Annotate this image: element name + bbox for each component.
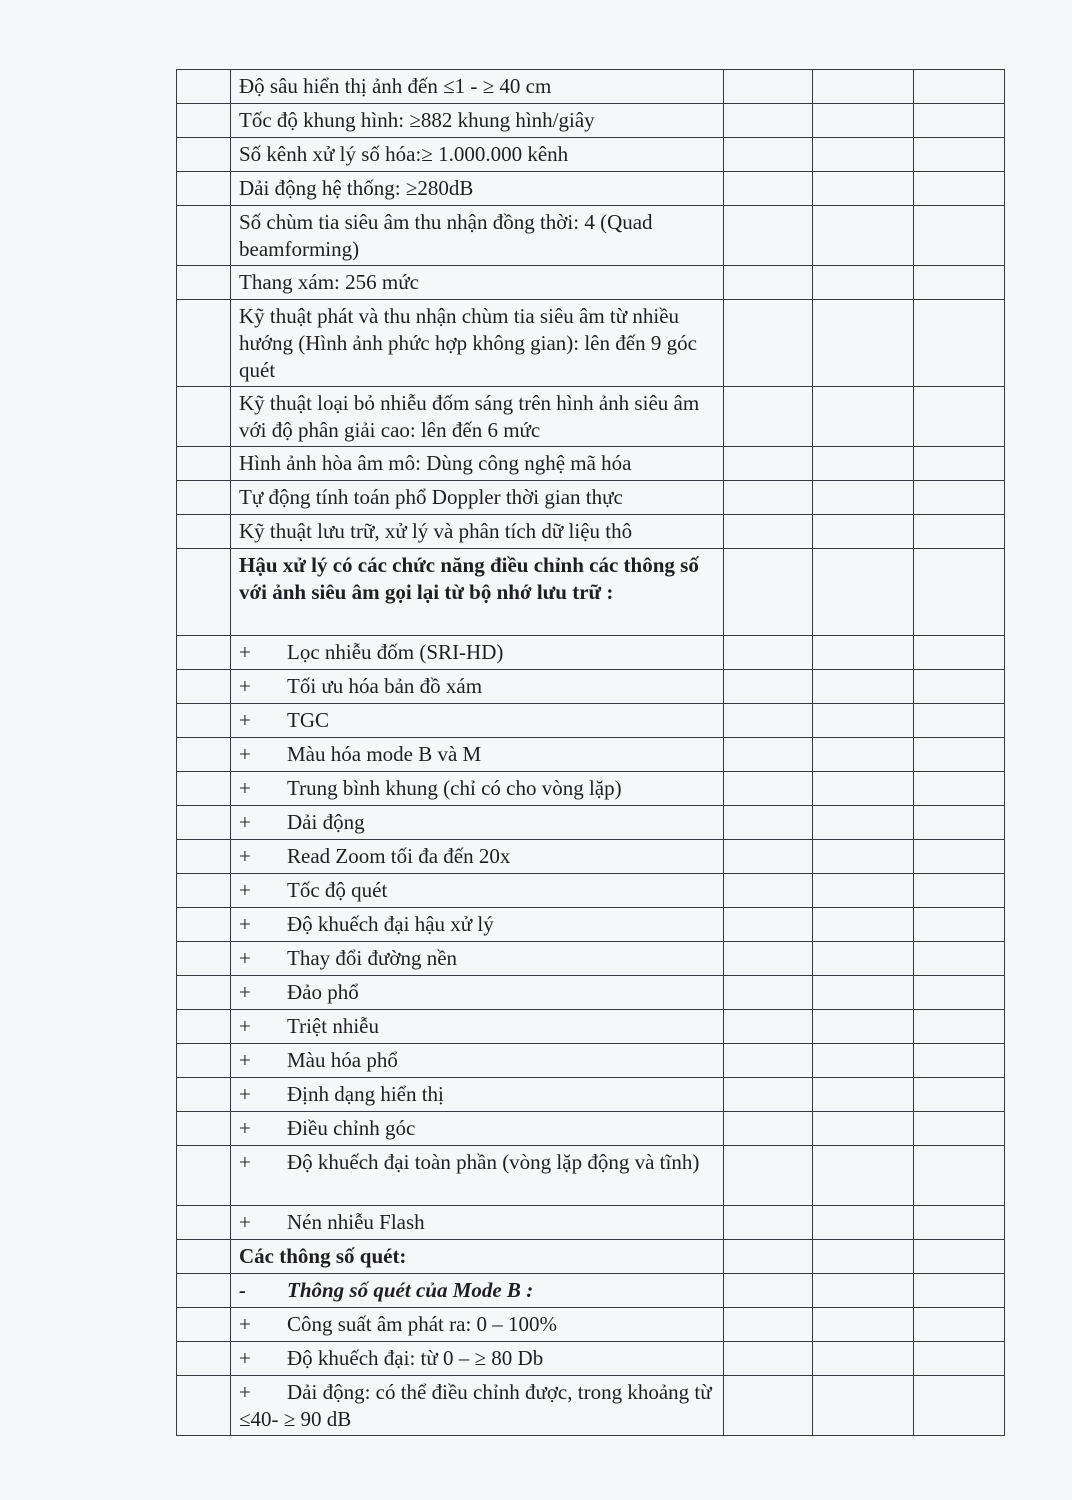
note-cell [914,1044,1005,1078]
note-cell [914,1342,1005,1376]
index-cell [177,976,231,1010]
bullet-marker: + [239,1116,251,1140]
bullet-marker: + [239,878,251,902]
note-cell [914,636,1005,670]
reference-cell [813,447,914,481]
response-cell [724,636,813,670]
spec-cell [231,806,724,840]
index-cell [177,300,231,387]
reference-cell [813,1010,914,1044]
spec-text: Thông số quét của Mode B : [287,1278,534,1302]
index-cell [177,481,231,515]
index-cell [177,738,231,772]
bullet-marker: + [239,946,251,970]
index-cell [177,1078,231,1112]
note-cell [914,1112,1005,1146]
reference-cell [813,772,914,806]
spec-text: Kỹ thuật lưu trữ, xử lý và phân tích dữ liệu thô [239,519,633,543]
note-cell [914,670,1005,704]
note-cell [914,1010,1005,1044]
spec-text: Triệt nhiễu [287,1014,379,1038]
spec-text: Trung bình khung (chỉ có cho vòng lặp) [287,776,622,800]
spec-cell [231,772,724,806]
response-cell [724,772,813,806]
bullet-marker: + [239,1150,251,1174]
spec-text: Tối ưu hóa bản đồ xám [287,674,483,698]
spec-text: Read Zoom tối đa đến 20x [287,844,511,868]
spec-cell [231,738,724,772]
spec-row [177,515,1005,549]
spec-text: Độ khuếch đại hậu xử lý [287,912,494,936]
reference-cell [813,1342,914,1376]
spec-cell [231,1308,724,1342]
spec-row [177,772,1005,806]
spec-text: Lọc nhiễu đốm (SRI-HD) [287,640,504,664]
response-cell [724,447,813,481]
index-cell [177,1274,231,1308]
reference-cell [813,515,914,549]
index-cell [177,840,231,874]
spec-text: Thang xám: 256 mức [239,270,419,294]
note-cell [914,1376,1005,1436]
response-cell [724,1308,813,1342]
spec-row [177,138,1005,172]
spec-row [177,1342,1005,1376]
note-cell [914,206,1005,266]
reference-cell [813,1274,914,1308]
spec-row [177,1308,1005,1342]
note-cell [914,266,1005,300]
spec-cell [231,1078,724,1112]
index-cell [177,1146,231,1206]
spec-text: Kỹ thuật phát và thu nhận chùm tia siêu âm từ nhiều hướng (Hình ảnh phức hợp không gian): lên đến 9 góc quét [239,304,697,382]
note-cell [914,300,1005,387]
note-cell [914,387,1005,447]
response-cell [724,1010,813,1044]
reference-cell [813,1044,914,1078]
index-cell [177,515,231,549]
index-cell [177,874,231,908]
spec-cell [231,1376,724,1436]
index-cell [177,1342,231,1376]
spec-cell [231,704,724,738]
reference-cell [813,70,914,104]
spec-text: Màu hóa mode B và M [287,742,482,766]
spec-row [177,104,1005,138]
bullet-marker: + [239,980,251,1004]
note-cell [914,1206,1005,1240]
spec-row [177,806,1005,840]
spec-row [177,976,1005,1010]
spec-text: Dải động: có thể điều chỉnh được, trong khoảng từ ≤40- ≥ 90 dB [239,1380,712,1431]
spec-text: Độ sâu hiển thị ảnh đến ≤1 - ≥ 40 cm [239,74,552,98]
spec-row [177,738,1005,772]
spec-cell [231,549,724,636]
spec-text: Tốc độ quét [287,878,388,902]
response-cell [724,1146,813,1206]
reference-cell [813,1078,914,1112]
response-cell [724,70,813,104]
spec-text: Nén nhiễu Flash [287,1210,425,1234]
note-cell [914,1146,1005,1206]
note-cell [914,738,1005,772]
spec-cell [231,138,724,172]
bullet-marker: + [239,1048,251,1072]
bullet-marker: + [239,742,251,766]
response-cell [724,806,813,840]
spec-cell [231,266,724,300]
index-cell [177,549,231,636]
reference-cell [813,1240,914,1274]
reference-cell [813,1308,914,1342]
spec-text: Màu hóa phổ [287,1048,398,1072]
spec-row [177,387,1005,447]
reference-cell [813,704,914,738]
spec-cell [231,942,724,976]
spec-cell [231,1044,724,1078]
response-cell [724,1274,813,1308]
reference-cell [813,1376,914,1436]
spec-row [177,70,1005,104]
spec-cell [231,1274,724,1308]
index-cell [177,806,231,840]
note-cell [914,447,1005,481]
spec-cell [231,636,724,670]
bullet-marker: + [239,912,251,936]
response-cell [724,840,813,874]
bullet-marker: - [239,1278,246,1302]
spec-cell [231,172,724,206]
spec-row [177,172,1005,206]
response-cell [724,206,813,266]
index-cell [177,104,231,138]
response-cell [724,738,813,772]
bullet-marker: + [239,1210,251,1234]
reference-cell [813,874,914,908]
spec-cell [231,387,724,447]
note-cell [914,874,1005,908]
response-cell [724,1240,813,1274]
index-cell [177,1206,231,1240]
bullet-marker: + [239,708,251,732]
response-cell [724,549,813,636]
spec-row [177,1078,1005,1112]
spec-text: Hậu xử lý có các chức năng điều chỉnh các thông số với ảnh siêu âm gọi lại từ bộ nhớ lưu trữ : [239,553,699,604]
spec-cell [231,481,724,515]
reference-cell [813,1206,914,1240]
spec-cell [231,300,724,387]
note-cell [914,942,1005,976]
spec-cell [231,840,724,874]
reference-cell [813,549,914,636]
response-cell [724,104,813,138]
response-cell [724,387,813,447]
response-cell [724,172,813,206]
bullet-marker: + [239,1380,251,1404]
spec-row [177,874,1005,908]
spec-row [177,704,1005,738]
response-cell [724,515,813,549]
index-cell [177,387,231,447]
index-cell [177,636,231,670]
index-cell [177,670,231,704]
index-cell [177,447,231,481]
reference-cell [813,908,914,942]
reference-cell [813,387,914,447]
note-cell [914,481,1005,515]
spec-row [177,1010,1005,1044]
spec-row [177,447,1005,481]
reference-cell [813,266,914,300]
spec-text: Độ khuếch đại: từ 0 – ≥ 80 Db [287,1346,544,1370]
response-cell [724,670,813,704]
spec-text: Tự động tính toán phổ Doppler thời gian thực [239,485,623,509]
spec-text: Số chùm tia siêu âm thu nhận đồng thời: 4 (Quad beamforming) [239,210,653,261]
note-cell [914,1274,1005,1308]
note-cell [914,806,1005,840]
reference-cell [813,138,914,172]
spec-text: Kỹ thuật loại bỏ nhiễu đốm sáng trên hình ảnh siêu âm với độ phân giải cao: lên đến 6 mức [239,391,700,442]
index-cell [177,908,231,942]
spec-text: Công suất âm phát ra: 0 – 100% [287,1312,558,1336]
note-cell [914,104,1005,138]
note-cell [914,908,1005,942]
note-cell [914,1078,1005,1112]
response-cell [724,1044,813,1078]
spec-text: Thay đổi đường nền [287,946,458,970]
index-cell [177,1010,231,1044]
bullet-marker: + [239,1346,251,1370]
spec-cell [231,1010,724,1044]
spec-row [177,206,1005,266]
spec-text: TGC [287,708,329,732]
spec-row [177,1112,1005,1146]
spec-cell [231,447,724,481]
response-cell [724,976,813,1010]
spec-row [177,670,1005,704]
spec-cell [231,670,724,704]
index-cell [177,942,231,976]
reference-cell [813,172,914,206]
note-cell [914,549,1005,636]
index-cell [177,70,231,104]
bullet-marker: + [239,810,251,834]
index-cell [177,172,231,206]
response-cell [724,874,813,908]
spec-text: Hình ảnh hòa âm mô: Dùng công nghệ mã hóa [239,451,632,475]
reference-cell [813,976,914,1010]
spec-row [177,1376,1005,1436]
spec-text: Tốc độ khung hình: ≥882 khung hình/giây [239,108,595,132]
spec-row [177,549,1005,636]
index-cell [177,1376,231,1436]
note-cell [914,138,1005,172]
bullet-marker: + [239,844,251,868]
note-cell [914,704,1005,738]
response-cell [724,300,813,387]
spec-row [177,636,1005,670]
note-cell [914,1240,1005,1274]
bullet-marker: + [239,640,251,664]
spec-text: Đảo phổ [287,980,359,1004]
reference-cell [813,738,914,772]
spec-table-body [177,70,1005,1436]
response-cell [724,1206,813,1240]
spec-row [177,1044,1005,1078]
index-cell [177,1044,231,1078]
spec-row [177,1240,1005,1274]
spec-row [177,266,1005,300]
spec-row [177,942,1005,976]
spec-cell [231,1112,724,1146]
reference-cell [813,300,914,387]
index-cell [177,1240,231,1274]
index-cell [177,772,231,806]
spec-text: Điều chỉnh góc [287,1116,416,1140]
spec-cell [231,70,724,104]
spec-row [177,1146,1005,1206]
reference-cell [813,206,914,266]
response-cell [724,1376,813,1436]
spec-text: Số kênh xử lý số hóa:≥ 1.000.000 kênh [239,142,569,166]
spec-row [177,300,1005,387]
response-cell [724,942,813,976]
bullet-marker: + [239,776,251,800]
note-cell [914,1308,1005,1342]
reference-cell [813,636,914,670]
note-cell [914,840,1005,874]
reference-cell [813,670,914,704]
index-cell [177,206,231,266]
spec-cell [231,874,724,908]
index-cell [177,1112,231,1146]
spec-cell [231,1240,724,1274]
reference-cell [813,1112,914,1146]
spec-row [177,840,1005,874]
reference-cell [813,942,914,976]
spec-table [176,69,1005,1436]
note-cell [914,70,1005,104]
reference-cell [813,481,914,515]
reference-cell [813,840,914,874]
index-cell [177,266,231,300]
bullet-marker: + [239,1082,251,1106]
spec-text: Định dạng hiển thị [287,1082,444,1106]
response-cell [724,1342,813,1376]
spec-row [177,1274,1005,1308]
spec-text: Dải động [287,810,365,834]
spec-row [177,481,1005,515]
index-cell [177,138,231,172]
response-cell [724,138,813,172]
bullet-marker: + [239,1312,251,1336]
reference-cell [813,104,914,138]
spec-cell [231,206,724,266]
spec-cell [231,1146,724,1206]
spec-cell [231,1342,724,1376]
note-cell [914,515,1005,549]
index-cell [177,1308,231,1342]
reference-cell [813,806,914,840]
spec-text: Độ khuếch đại toàn phần (vòng lặp động và tĩnh) [287,1150,700,1174]
note-cell [914,976,1005,1010]
response-cell [724,1078,813,1112]
response-cell [724,1112,813,1146]
spec-cell [231,515,724,549]
spec-cell [231,976,724,1010]
index-cell [177,704,231,738]
note-cell [914,772,1005,806]
response-cell [724,481,813,515]
response-cell [724,908,813,942]
spec-cell [231,104,724,138]
spec-text: Dải động hệ thống: ≥280dB [239,176,474,200]
spec-row [177,1206,1005,1240]
response-cell [724,266,813,300]
spec-cell [231,908,724,942]
spec-row [177,908,1005,942]
bullet-marker: + [239,1014,251,1038]
spec-cell [231,1206,724,1240]
bullet-marker: + [239,674,251,698]
reference-cell [813,1146,914,1206]
note-cell [914,172,1005,206]
response-cell [724,704,813,738]
spec-text: Các thông số quét: [239,1244,407,1268]
